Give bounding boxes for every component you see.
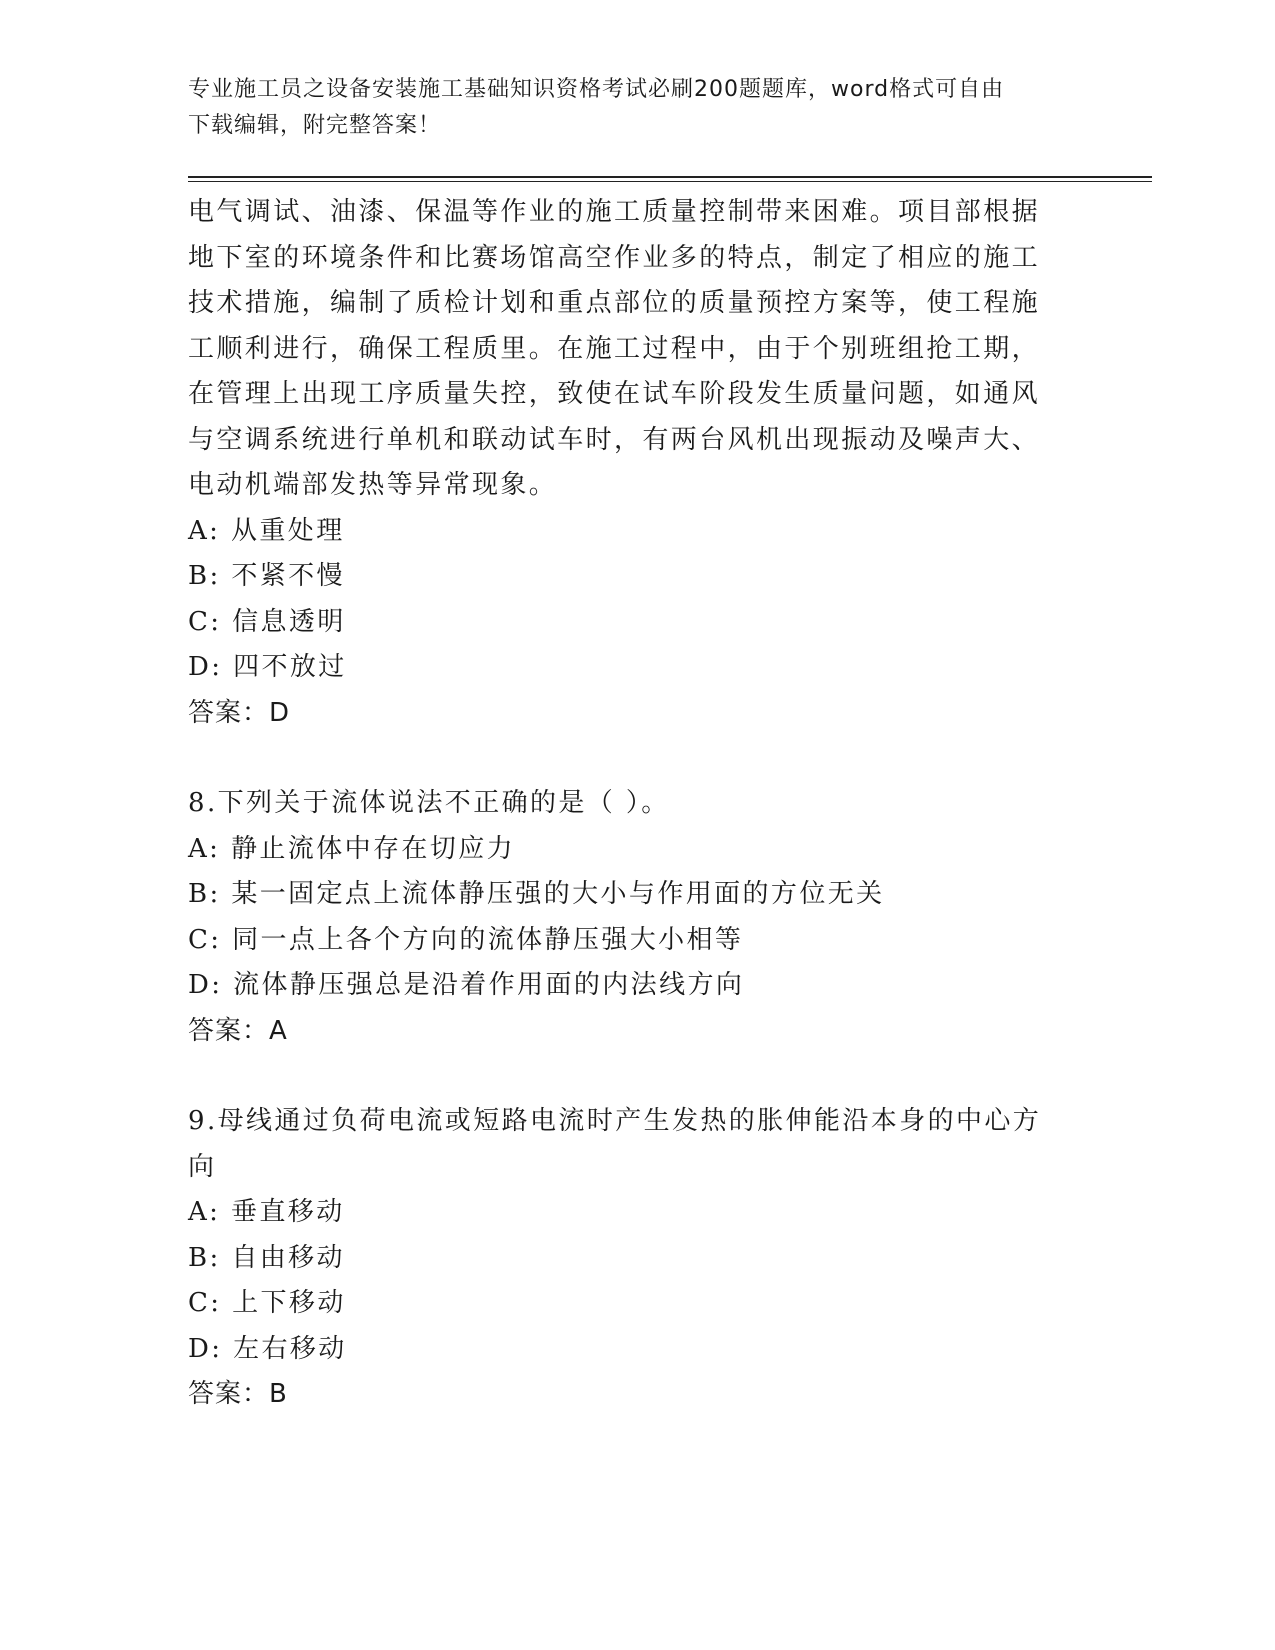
answer: 答案：B — [188, 1379, 288, 1409]
document-header — [188, 72, 1088, 144]
option-a: A: 静止流体中存在切应力 — [188, 833, 516, 864]
spacer — [188, 736, 1068, 781]
option-a: A: 从重处理 — [188, 515, 345, 546]
question-text: 8.下列关于流体说法不正确的是（ ）。 — [188, 788, 670, 818]
spacer — [188, 1054, 1068, 1099]
header-rule-thin — [188, 181, 1152, 182]
question-7-continuation — [188, 190, 1068, 736]
option-c: C: 同一点上各个方向的流体静压强大小相等 — [188, 924, 744, 955]
passage-line: 工顺利进行，确保工程质里。在施工过程中，由于个别班组抢工期， — [188, 333, 1041, 364]
option-d: D: 四不放过 — [188, 652, 347, 682]
answer: 答案：D — [188, 697, 291, 728]
document-body — [188, 190, 1068, 1418]
question-8 — [188, 781, 1068, 1054]
header-line-2: 下载编辑，附完整答案！ — [188, 113, 442, 138]
passage-line: 电动机端部发热等异常现象。 — [188, 470, 558, 500]
option-b: B: 某一固定点上流体静压强的大小与作用面的方位无关 — [188, 879, 885, 909]
question-text-continued: 向 — [188, 1151, 217, 1182]
option-c: C: 上下移动 — [188, 1288, 346, 1318]
passage-line: 与空调系统进行单机和联动试车时，有两台风机出现振动及噪声大、 — [188, 424, 1041, 455]
passage-line: 地下室的环境条件和比赛场馆高空作业多的特点，制定了相应的施工 — [188, 242, 1041, 273]
option-c: C: 信息透明 — [188, 606, 346, 637]
header-line-1: 专业施工员之设备安装施工基础知识资格考试必刷200题题库，word格式可自由 — [188, 77, 1005, 102]
option-d: D: 流体静压强总是沿着作用面的内法线方向 — [188, 970, 745, 1000]
option-a: A: 垂直移动 — [188, 1197, 345, 1227]
option-b: B: 自由移动 — [188, 1242, 345, 1273]
answer: 答案：A — [188, 1015, 288, 1046]
option-d: D: 左右移动 — [188, 1333, 347, 1364]
question-9 — [188, 1099, 1068, 1418]
passage-line: 在管理上出现工序质量失控，致使在试车阶段发生质量问题，如通风 — [188, 379, 1041, 409]
passage-line: 技术措施，编制了质检计划和重点部位的质量预控方案等，使工程施 — [188, 288, 1041, 318]
question-text: 9.母线通过负荷电流或短路电流时产生发热的胀伸能沿本身的中心方 — [188, 1106, 1042, 1136]
option-b: B: 不紧不慢 — [188, 561, 345, 591]
header-rule-thick — [188, 176, 1152, 178]
passage-line: 电气调试、油漆、保温等作业的施工质量控制带来困难。项目部根据 — [188, 197, 1041, 227]
